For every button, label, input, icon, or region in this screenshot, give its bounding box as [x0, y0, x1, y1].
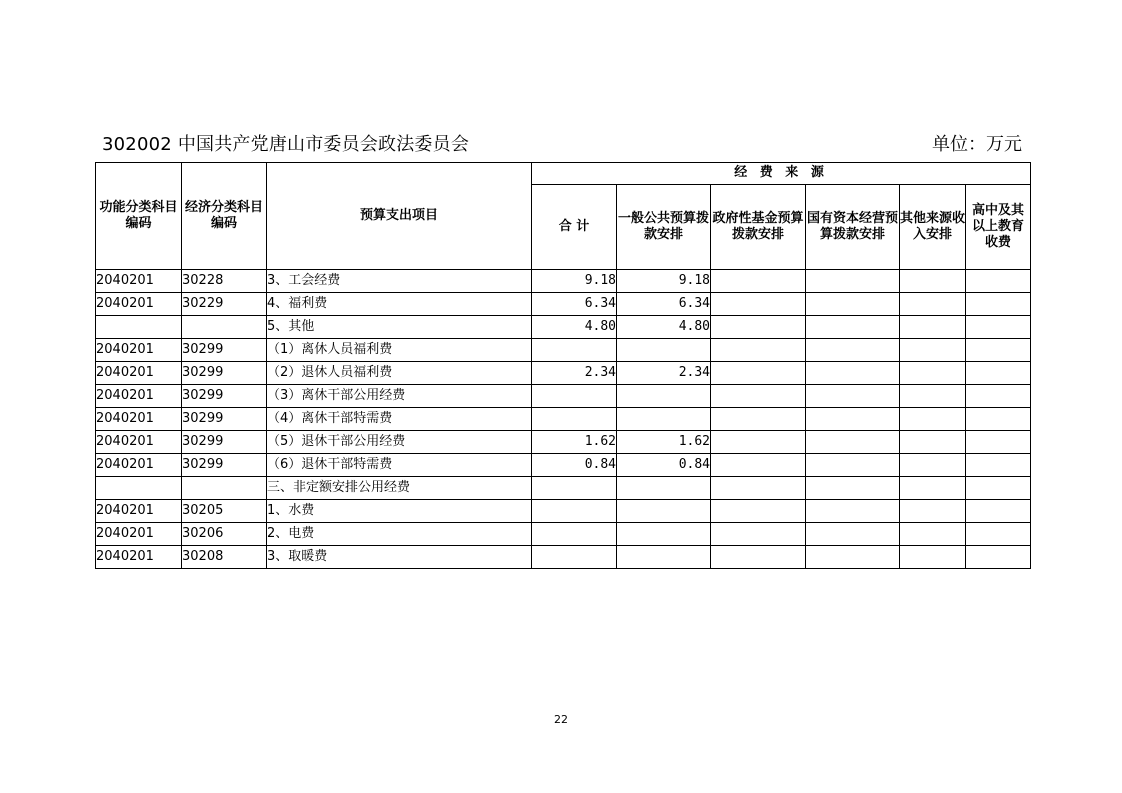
cell-state-capital: [806, 270, 900, 293]
unit-label: 单位：万元: [932, 134, 1022, 155]
cell-gov-fund: [711, 431, 806, 454]
cell-other-income: [900, 431, 966, 454]
cell-state-capital: [806, 362, 900, 385]
table-body: [96, 270, 1031, 569]
cell-total: [532, 523, 617, 546]
cell-func-code: [96, 477, 182, 500]
page-number: 22: [554, 713, 568, 726]
cell-econ-code: [182, 316, 267, 339]
cell-higher-edu: [966, 270, 1031, 293]
cell-total: 4.80: [532, 316, 617, 339]
cell-item: 3、工会经费: [267, 270, 532, 293]
cell-general-budget: 9.18: [617, 270, 711, 293]
cell-other-income: [900, 546, 966, 569]
cell-other-income: [900, 523, 966, 546]
cell-gov-fund: [711, 270, 806, 293]
cell-general-budget: [617, 500, 711, 523]
header-general-budget: 一般公共预算拨款安排: [617, 185, 711, 270]
cell-general-budget: 6.34: [617, 293, 711, 316]
cell-higher-edu: [966, 385, 1031, 408]
header-total: 合 计: [532, 185, 617, 270]
table-row: [96, 454, 1031, 477]
table-row: [96, 339, 1031, 362]
table-row: [96, 500, 1031, 523]
cell-state-capital: [806, 293, 900, 316]
cell-total: 9.18: [532, 270, 617, 293]
cell-general-budget: [617, 523, 711, 546]
cell-other-income: [900, 454, 966, 477]
cell-total: [532, 500, 617, 523]
cell-gov-fund: [711, 362, 806, 385]
header-func-code: 功能分类科目编码: [96, 163, 182, 270]
cell-higher-edu: [966, 362, 1031, 385]
cell-econ-code: 30299: [182, 385, 267, 408]
cell-item: 4、福利费: [267, 293, 532, 316]
cell-state-capital: [806, 546, 900, 569]
cell-general-budget: [617, 385, 711, 408]
table-row: [96, 362, 1031, 385]
cell-gov-fund: [711, 339, 806, 362]
cell-func-code: 2040201: [96, 385, 182, 408]
table-row: [96, 546, 1031, 569]
cell-gov-fund: [711, 523, 806, 546]
cell-state-capital: [806, 316, 900, 339]
cell-state-capital: [806, 523, 900, 546]
cell-total: [532, 385, 617, 408]
cell-other-income: [900, 408, 966, 431]
cell-func-code: 2040201: [96, 270, 182, 293]
table-row: [96, 293, 1031, 316]
cell-higher-edu: [966, 316, 1031, 339]
cell-item: （4）离休干部特需费: [267, 408, 532, 431]
budget-table: [95, 162, 1031, 569]
cell-gov-fund: [711, 454, 806, 477]
header-other-income: 其他来源收入安排: [900, 185, 966, 270]
cell-general-budget: [617, 546, 711, 569]
cell-total: [532, 408, 617, 431]
table-row: [96, 477, 1031, 500]
header-funding-source: 经 费 来 源: [532, 163, 1031, 185]
cell-higher-edu: [966, 454, 1031, 477]
cell-item: （2）退休人员福利费: [267, 362, 532, 385]
table-header: [96, 163, 1031, 270]
cell-item: 1、水费: [267, 500, 532, 523]
cell-econ-code: 30228: [182, 270, 267, 293]
cell-econ-code: 30229: [182, 293, 267, 316]
cell-total: [532, 339, 617, 362]
cell-func-code: [96, 316, 182, 339]
cell-econ-code: [182, 477, 267, 500]
cell-func-code: 2040201: [96, 523, 182, 546]
table-row: [96, 431, 1031, 454]
cell-higher-edu: [966, 523, 1031, 546]
cell-item: （1）离休人员福利费: [267, 339, 532, 362]
cell-state-capital: [806, 385, 900, 408]
cell-other-income: [900, 385, 966, 408]
header-item: 预算支出项目: [267, 163, 532, 270]
table-row: [96, 408, 1031, 431]
cell-econ-code: 30299: [182, 408, 267, 431]
header-state-capital: 国有资本经营预算拨款安排: [806, 185, 900, 270]
cell-func-code: 2040201: [96, 546, 182, 569]
cell-general-budget: [617, 477, 711, 500]
cell-econ-code: 30299: [182, 431, 267, 454]
cell-higher-edu: [966, 477, 1031, 500]
cell-state-capital: [806, 408, 900, 431]
cell-general-budget: 0.84: [617, 454, 711, 477]
cell-item: 3、取暖费: [267, 546, 532, 569]
cell-other-income: [900, 500, 966, 523]
cell-total: [532, 546, 617, 569]
cell-func-code: 2040201: [96, 500, 182, 523]
cell-higher-edu: [966, 339, 1031, 362]
cell-gov-fund: [711, 293, 806, 316]
cell-item: 三、非定额安排公用经费: [267, 477, 532, 500]
cell-other-income: [900, 270, 966, 293]
cell-other-income: [900, 477, 966, 500]
cell-econ-code: 30205: [182, 500, 267, 523]
cell-gov-fund: [711, 546, 806, 569]
cell-state-capital: [806, 454, 900, 477]
cell-general-budget: 1.62: [617, 431, 711, 454]
cell-general-budget: [617, 339, 711, 362]
table-row: [96, 385, 1031, 408]
cell-item: 2、电费: [267, 523, 532, 546]
cell-state-capital: [806, 500, 900, 523]
cell-general-budget: [617, 408, 711, 431]
cell-higher-edu: [966, 408, 1031, 431]
page-title: 302002 中国共产党唐山市委员会政法委员会: [102, 134, 470, 155]
cell-econ-code: 30206: [182, 523, 267, 546]
cell-econ-code: 30299: [182, 339, 267, 362]
cell-other-income: [900, 316, 966, 339]
cell-func-code: 2040201: [96, 362, 182, 385]
header-gov-fund: 政府性基金预算拨款安排: [711, 185, 806, 270]
cell-gov-fund: [711, 477, 806, 500]
header-econ-code: 经济分类科目编码: [182, 163, 267, 270]
cell-state-capital: [806, 477, 900, 500]
cell-func-code: 2040201: [96, 339, 182, 362]
cell-item: （6）退休干部特需费: [267, 454, 532, 477]
cell-econ-code: 30299: [182, 454, 267, 477]
cell-other-income: [900, 362, 966, 385]
cell-econ-code: 30208: [182, 546, 267, 569]
cell-higher-edu: [966, 500, 1031, 523]
cell-func-code: 2040201: [96, 293, 182, 316]
cell-higher-edu: [966, 293, 1031, 316]
table-row: [96, 270, 1031, 293]
cell-item: （5）退休干部公用经费: [267, 431, 532, 454]
cell-econ-code: 30299: [182, 362, 267, 385]
cell-item: （3）离休干部公用经费: [267, 385, 532, 408]
cell-other-income: [900, 339, 966, 362]
cell-item: 5、其他: [267, 316, 532, 339]
cell-state-capital: [806, 339, 900, 362]
cell-general-budget: 4.80: [617, 316, 711, 339]
cell-func-code: 2040201: [96, 431, 182, 454]
cell-total: 1.62: [532, 431, 617, 454]
cell-gov-fund: [711, 500, 806, 523]
table-row: [96, 316, 1031, 339]
cell-total: 6.34: [532, 293, 617, 316]
cell-higher-edu: [966, 431, 1031, 454]
cell-gov-fund: [711, 408, 806, 431]
cell-state-capital: [806, 431, 900, 454]
cell-total: 2.34: [532, 362, 617, 385]
cell-total: [532, 477, 617, 500]
cell-gov-fund: [711, 385, 806, 408]
table-row: [96, 523, 1031, 546]
cell-func-code: 2040201: [96, 408, 182, 431]
cell-general-budget: 2.34: [617, 362, 711, 385]
header-higher-edu: 高中及其以上教育收费: [966, 185, 1031, 270]
cell-func-code: 2040201: [96, 454, 182, 477]
cell-higher-edu: [966, 546, 1031, 569]
cell-total: 0.84: [532, 454, 617, 477]
cell-other-income: [900, 293, 966, 316]
cell-gov-fund: [711, 316, 806, 339]
